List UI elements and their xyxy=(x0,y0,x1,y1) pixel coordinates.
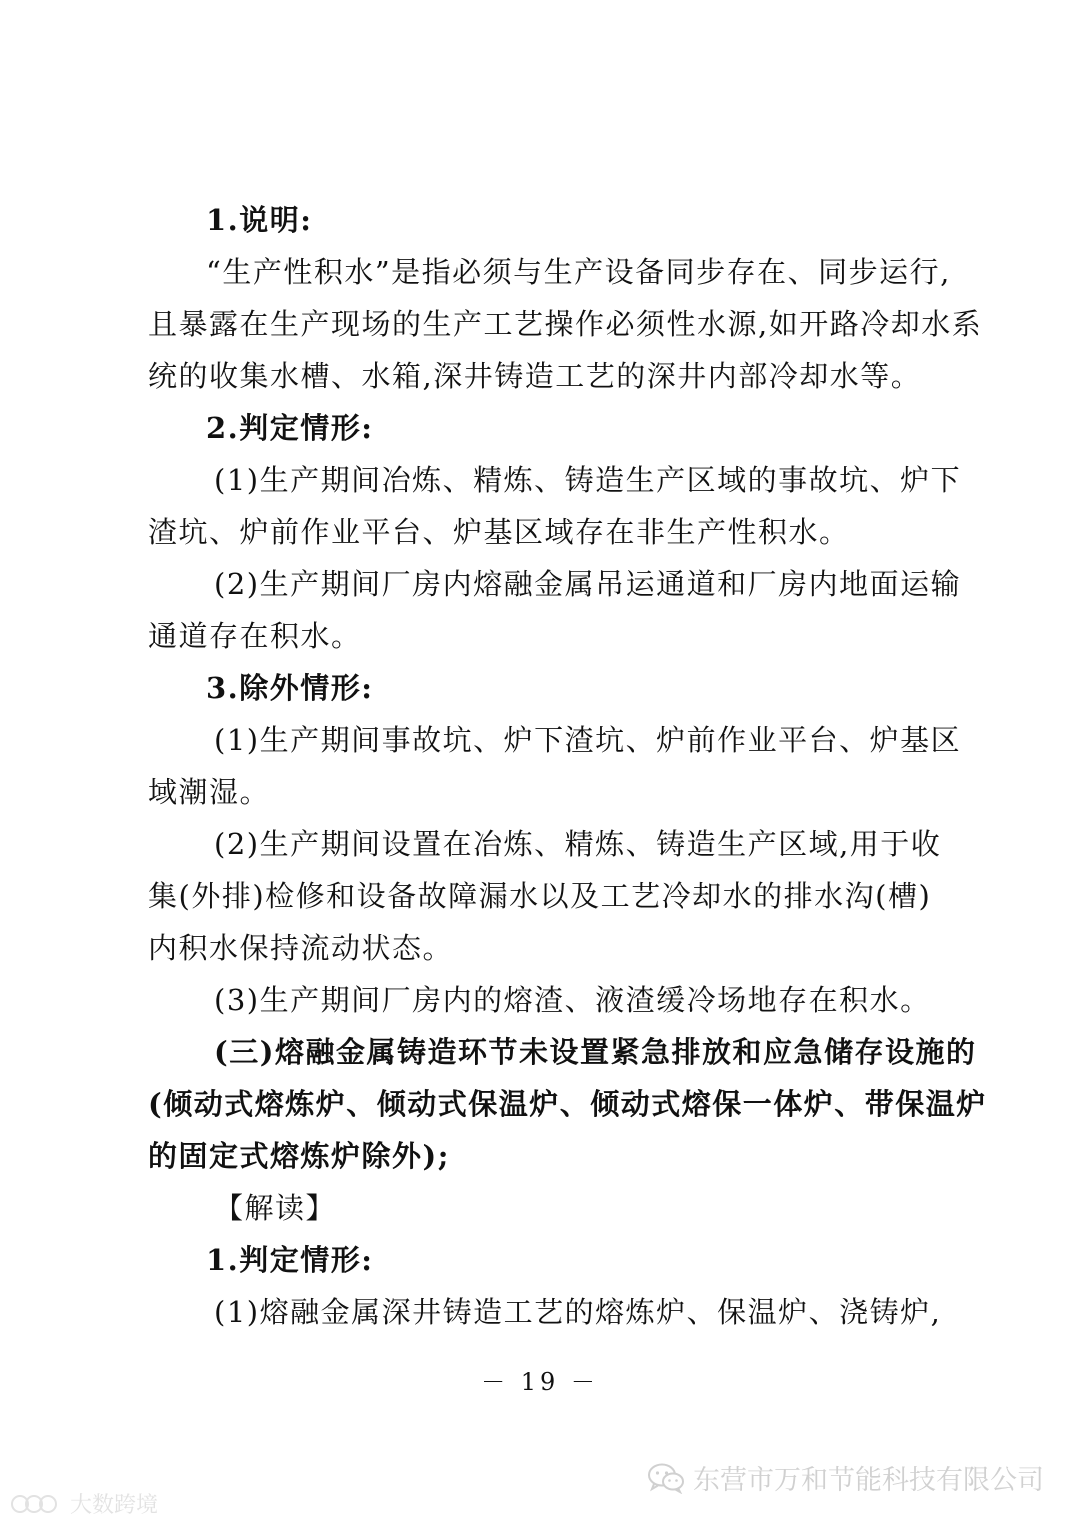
text-line: 统的收集水槽、水箱,深井铸造工艺的深井内部冷却水等。 xyxy=(148,359,922,393)
text-line: 域潮湿。 xyxy=(148,775,271,809)
text-line: 的固定式熔炼炉除外); xyxy=(148,1139,450,1173)
text-line: (1)生产期间冶炼、精炼、铸造生产区域的事故坑、炉下 xyxy=(214,463,962,497)
document-body xyxy=(148,194,987,1338)
page-number: － 19 － xyxy=(481,1368,599,1396)
text-line: 内积水保持流动状态。 xyxy=(148,931,454,965)
wechat-account-name: 东营市万和节能科技有限公司 xyxy=(693,1465,1044,1496)
text-line: 1.判定情形: xyxy=(206,1243,374,1277)
text-line: (1)熔融金属深井铸造工艺的熔炼炉、保温炉、浇铸炉, xyxy=(214,1295,942,1329)
corner-watermark xyxy=(10,1488,158,1519)
text-line: 渣坑、炉前作业平台、炉基区域存在非生产性积水。 xyxy=(148,515,850,549)
text-line: 1.说明: xyxy=(206,203,313,237)
text-line: (2)生产期间设置在冶炼、精炼、铸造生产区域,用于收 xyxy=(214,827,942,861)
text-line: 集(外排)检修和设备故障漏水以及工艺冷却水的排水沟(槽) xyxy=(148,879,932,913)
corner-brand-name: 大数跨境 xyxy=(70,1493,159,1518)
wechat-watermark xyxy=(647,1458,1044,1497)
brand-logo-icon xyxy=(10,1490,66,1518)
text-line: 【解读】 xyxy=(214,1191,337,1225)
text-line: 2.判定情形: xyxy=(206,411,374,445)
text-line: (三)熔融金属铸造环节未设置紧急排放和应急储存设施的 xyxy=(214,1035,977,1069)
text-line: 通道存在积水。 xyxy=(148,619,362,653)
text-line: (3)生产期间厂房内的熔渣、液渣缓冷场地存在积水。 xyxy=(214,983,931,1017)
text-line: 3.除外情形: xyxy=(206,671,374,705)
text-line: (1)生产期间事故坑、炉下渣坑、炉前作业平台、炉基区 xyxy=(214,723,962,757)
text-line: (倾动式熔炼炉、倾动式保温炉、倾动式熔保一体炉、带保温炉 xyxy=(148,1087,987,1121)
text-line: 且暴露在生产现场的生产工艺操作必须性水源,如开路冷却水系 xyxy=(148,307,983,341)
text-line: “生产性积水”是指必须与生产设备同步存在、同步运行, xyxy=(206,255,951,289)
wechat-icon xyxy=(647,1462,685,1494)
text-line: (2)生产期间厂房内熔融金属吊运通道和厂房内地面运输 xyxy=(214,567,962,601)
